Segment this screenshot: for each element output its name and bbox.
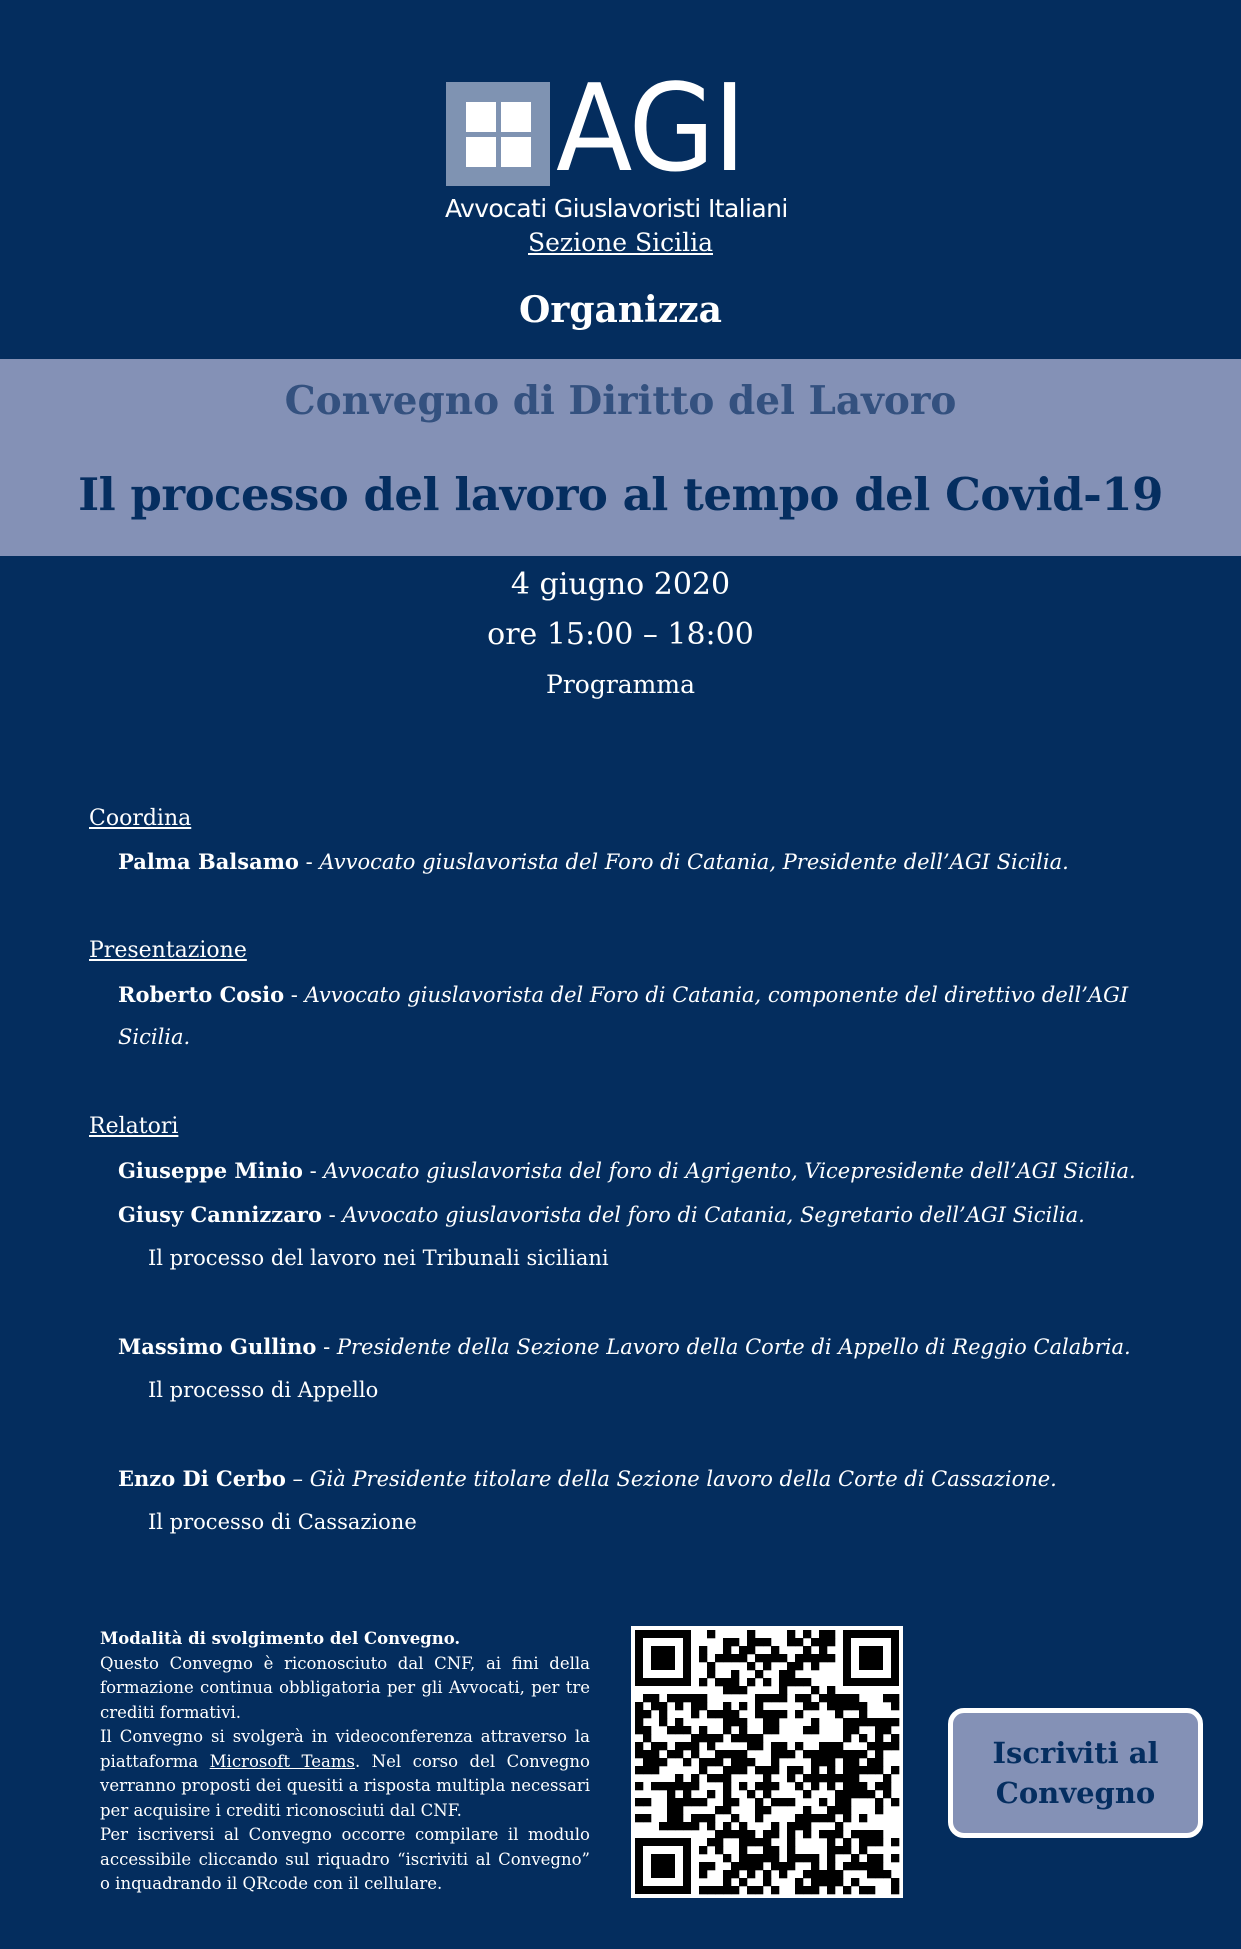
info-paragraph: Questo Convegno è riconosciuto dal CNF, ai fini della formazione continua obbligatoria per gli Avvocati, per tre crediti formativi.: [100, 1653, 590, 1722]
speaker-name: Palma Balsamo: [118, 849, 299, 874]
speaker-name: Giusy Cannizzaro: [118, 1202, 322, 1227]
info-block: [100, 1627, 590, 1897]
speaker-entry: [118, 1202, 1085, 1227]
presentazione-entry-cont: [118, 1025, 190, 1049]
speaker-role: Presidente della Sezione Lavoro della Corte di Appello di Reggio Calabria.: [336, 1335, 1131, 1359]
speaker-name: Enzo Di Cerbo: [118, 1466, 286, 1491]
talk-topic: Il processo di Cassazione: [148, 1510, 417, 1534]
speaker-name: Massimo Gullino: [118, 1334, 317, 1359]
separator: -: [298, 850, 320, 874]
event-date: 4 giugno 2020: [510, 567, 731, 602]
speaker-role: Avvocato giuslavorista del foro di Catania, Segretario dell’AGI Sicilia.: [342, 1203, 1085, 1227]
relatori-heading: Relatori: [89, 1114, 179, 1139]
register-button-label: Iscriviti al: [992, 1736, 1159, 1770]
info-text: . Nel corso del Convegno verranno proposti dei quesiti a risposta multipla necessari per acquisire i crediti riconosciuti dal CNF.: [100, 1751, 590, 1820]
separator: -: [321, 1203, 343, 1227]
event-title: Il processo del lavoro al tempo del Covid-19: [78, 468, 1163, 521]
speaker-entry: [118, 1334, 1131, 1359]
microsoft-teams-link[interactable]: Microsoft Teams: [209, 1751, 355, 1771]
separator: -: [316, 1335, 337, 1359]
speaker-role: Avvocato giuslavorista del Foro di Catania, componente del direttivo dell’AGI: [304, 983, 1129, 1007]
qr-code-image: [631, 1626, 903, 1898]
separator: -: [284, 983, 305, 1007]
speaker-role: Avvocato giuslavorista del Foro di Catania, Presidente dell’AGI Sicilia.: [319, 850, 1069, 874]
event-time: ore 15:00 – 18:00: [487, 617, 754, 652]
speaker-name: Roberto Cosio: [118, 982, 285, 1007]
speaker-entry: [118, 1158, 1136, 1183]
info-paragraph: Per iscriversi al Convegno occorre compilare il modulo accessibile cliccando sul riquadro “iscriviti al Convegno” o inquadrando il QRcode con il cellulare.: [100, 1825, 590, 1893]
agi-logo-mark: [446, 82, 550, 186]
agi-logo-wordmark: AGI: [556, 60, 745, 199]
info-text: Il Convegno si svolgerà in videoconferenza attraverso la piattaforma: [100, 1727, 590, 1771]
register-button-label: Convegno: [995, 1776, 1156, 1810]
talk-topic: Il processo del lavoro nei Tribunali siciliani: [148, 1246, 609, 1270]
register-button[interactable]: [948, 1708, 1203, 1838]
info-paragraph: [100, 1725, 590, 1823]
separator: -: [302, 1159, 324, 1183]
speaker-role-cont: Sicilia.: [118, 1025, 191, 1049]
qr-code[interactable]: [631, 1626, 903, 1898]
presentazione-heading: Presentazione: [89, 938, 247, 963]
info-title: Modalità di svolgimento del Convegno.: [100, 1629, 461, 1648]
speaker-role: Avvocato giuslavorista del foro di Agrigento, Vicepresidente dell’AGI Sicilia.: [323, 1159, 1136, 1183]
coordina-entry: [118, 849, 1069, 874]
talk-topic: Il processo di Appello: [148, 1378, 379, 1402]
speaker-role: Già Presidente titolare della Sezione lavoro della Corte di Cassazione.: [309, 1467, 1057, 1491]
speaker-name: Giuseppe Minio: [118, 1158, 303, 1183]
speaker-entry: [118, 1466, 1057, 1491]
coordina-heading: Coordina: [89, 806, 192, 831]
programma-heading: Programma: [546, 670, 695, 699]
banner-subtitle: Convegno di Diritto del Lavoro: [284, 378, 957, 424]
section-name: Sezione Sicilia: [528, 228, 713, 257]
separator: –: [285, 1467, 310, 1491]
agi-full-name: Avvocati Giuslavoristi Italiani: [445, 194, 788, 223]
organizza-heading: Organizza: [519, 289, 722, 331]
presentazione-entry: [118, 982, 1128, 1007]
